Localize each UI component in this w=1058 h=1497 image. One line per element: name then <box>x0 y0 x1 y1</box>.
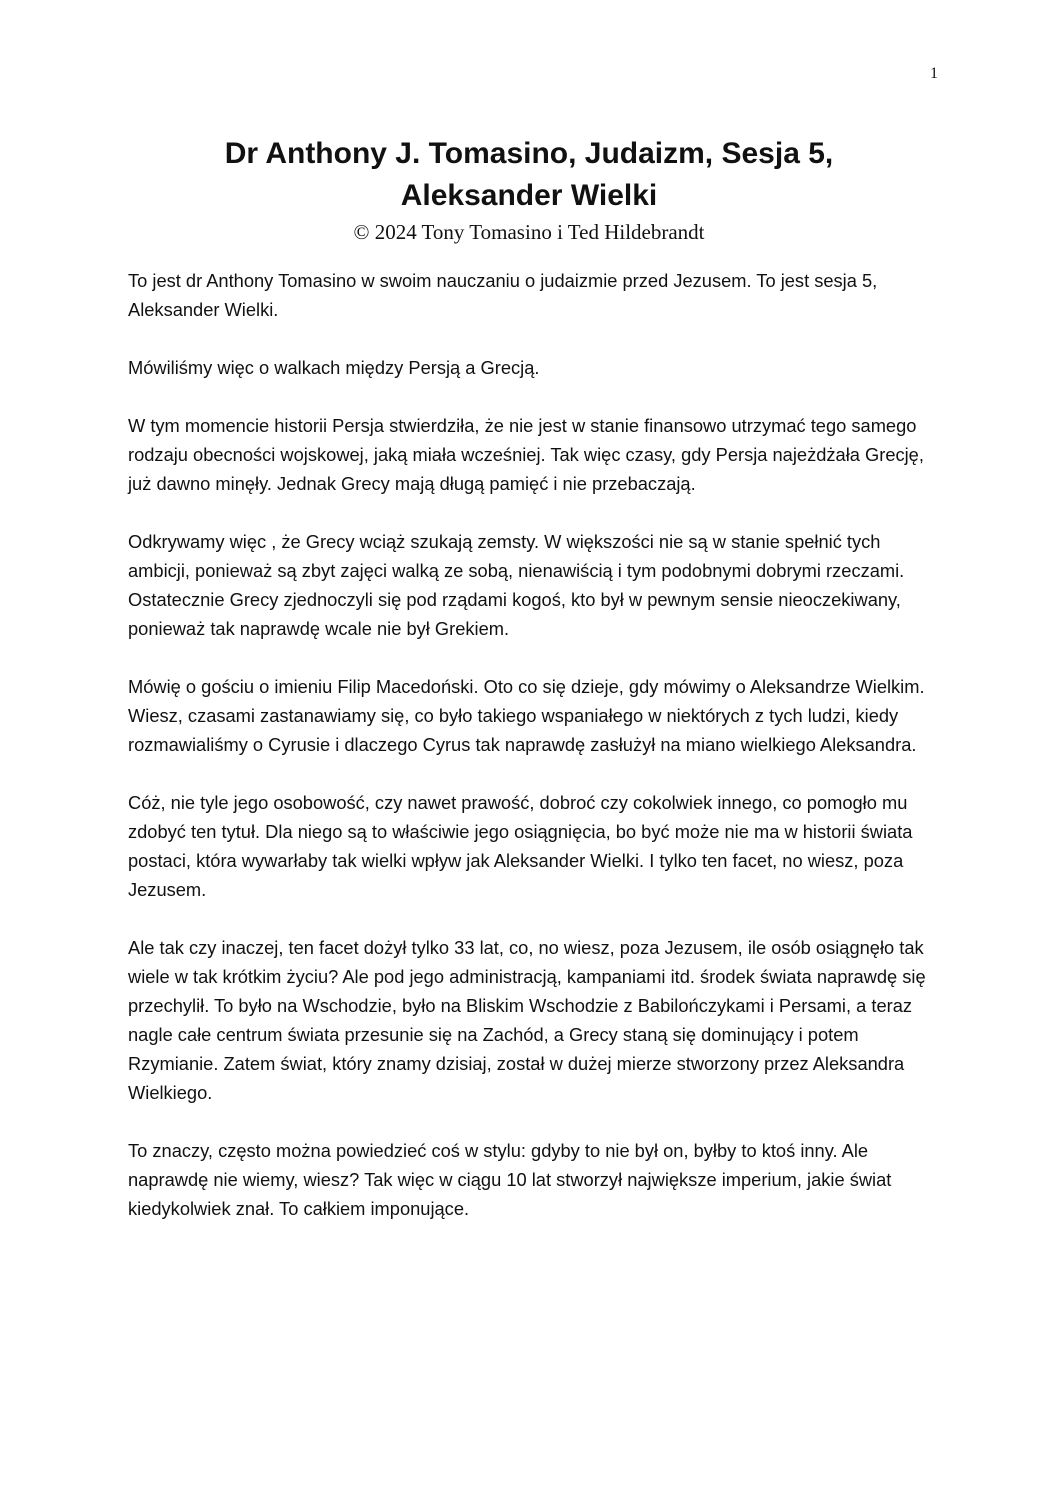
paragraph: To jest dr Anthony Tomasino w swoim nauczaniu o judaizmie przed Jezusem. To jest sesja 5, Aleksander Wielki. <box>128 270 878 320</box>
paragraph: Ale tak czy inaczej, ten facet dożył tylko 33 lat, co, no wiesz, poza Jezusem, ile osób osiągnęło tak wiele w tak krótkim życiu? Ale pod jego administracją, kampaniami itd. środek świata naprawdę się przechylił. To było na Wschodzie, było na Bliskim Wschodzie z Babilończykami i Persami, a teraz nagle całe centrum świata przesunie się na Zachód, a Grecy staną się dominujący i potem Rzymianie. Zatem świat, który znamy dzisiaj, został w dużej mierze stworzony przez Aleksandra Wielkiego. <box>128 937 926 1103</box>
copyright-notice: © 2024 Tony Tomasino i Ted Hildebrandt <box>353 220 705 244</box>
document-title <box>100 133 958 217</box>
paragraph: W tym momencie historii Persja stwierdziła, że nie jest w stanie finansowo utrzymać tego samego rodzaju obecności wojskowej, jaką miała wcześniej. Tak więc czasy, gdy Persja najeżdżała Grecję, już dawno minęły. Jednak Grecy mają długą pamięć i nie przebaczają. <box>128 415 924 494</box>
paragraph: Cóż, nie tyle jego osobowość, czy nawet prawość, dobroć czy cokolwiek innego, co pomogło mu zdobyć ten tytuł. Dla niego są to właściwie jego osiągnięcia, bo być może nie ma w historii świata postaci, która wywarłaby tak wielki wpływ jak Aleksander Wielki. I tylko ten facet, no wiesz, poza Jezusem. <box>128 792 913 900</box>
paragraph: Odkrywamy więc , że Grecy wciąż szukają zemsty. W większości nie są w stanie spełnić tych ambicji, ponieważ są zbyt zajęci walką ze sobą, nienawiścią i tym podobnymi dobrymi rzeczami. Ostatecznie Grecy zjednoczyli się pod rządami kogoś, kto był w pewnym sensie nieoczekiwany, ponieważ tak naprawdę wcale nie był Grekiem. <box>128 531 905 639</box>
title-line-1: Dr Anthony J. Tomasino, Judaizm, Sesja 5, <box>224 137 834 170</box>
document-header <box>100 133 958 245</box>
title-line-2: Aleksander Wielki <box>400 179 658 212</box>
paragraph: To znaczy, często można powiedzieć coś w stylu: gdyby to nie był on, byłby to ktoś inny. Ale naprawdę nie wiemy, wiesz? Tak więc w ciągu 10 lat stworzył największe imperium, jakie świat kiedykolwiek znał. To całkiem imponujące. <box>128 1140 892 1219</box>
paragraph: Mówiliśmy więc o walkach między Persją a Grecją. <box>128 357 540 378</box>
paragraph: Mówię o gościu o imieniu Filip Macedoński. Oto co się dzieje, gdy mówimy o Aleksandrze Wielkim. Wiesz, czasami zastanawiamy się, co było takiego wspaniałego w niektórych z tych ludzi, kiedy rozmawialiśmy o Cyrusie i dlaczego Cyrus tak naprawdę zasłużył na miano wielkiego Aleksandra. <box>128 676 925 755</box>
page-number: 1 <box>930 65 938 82</box>
document-body <box>128 266 928 1252</box>
